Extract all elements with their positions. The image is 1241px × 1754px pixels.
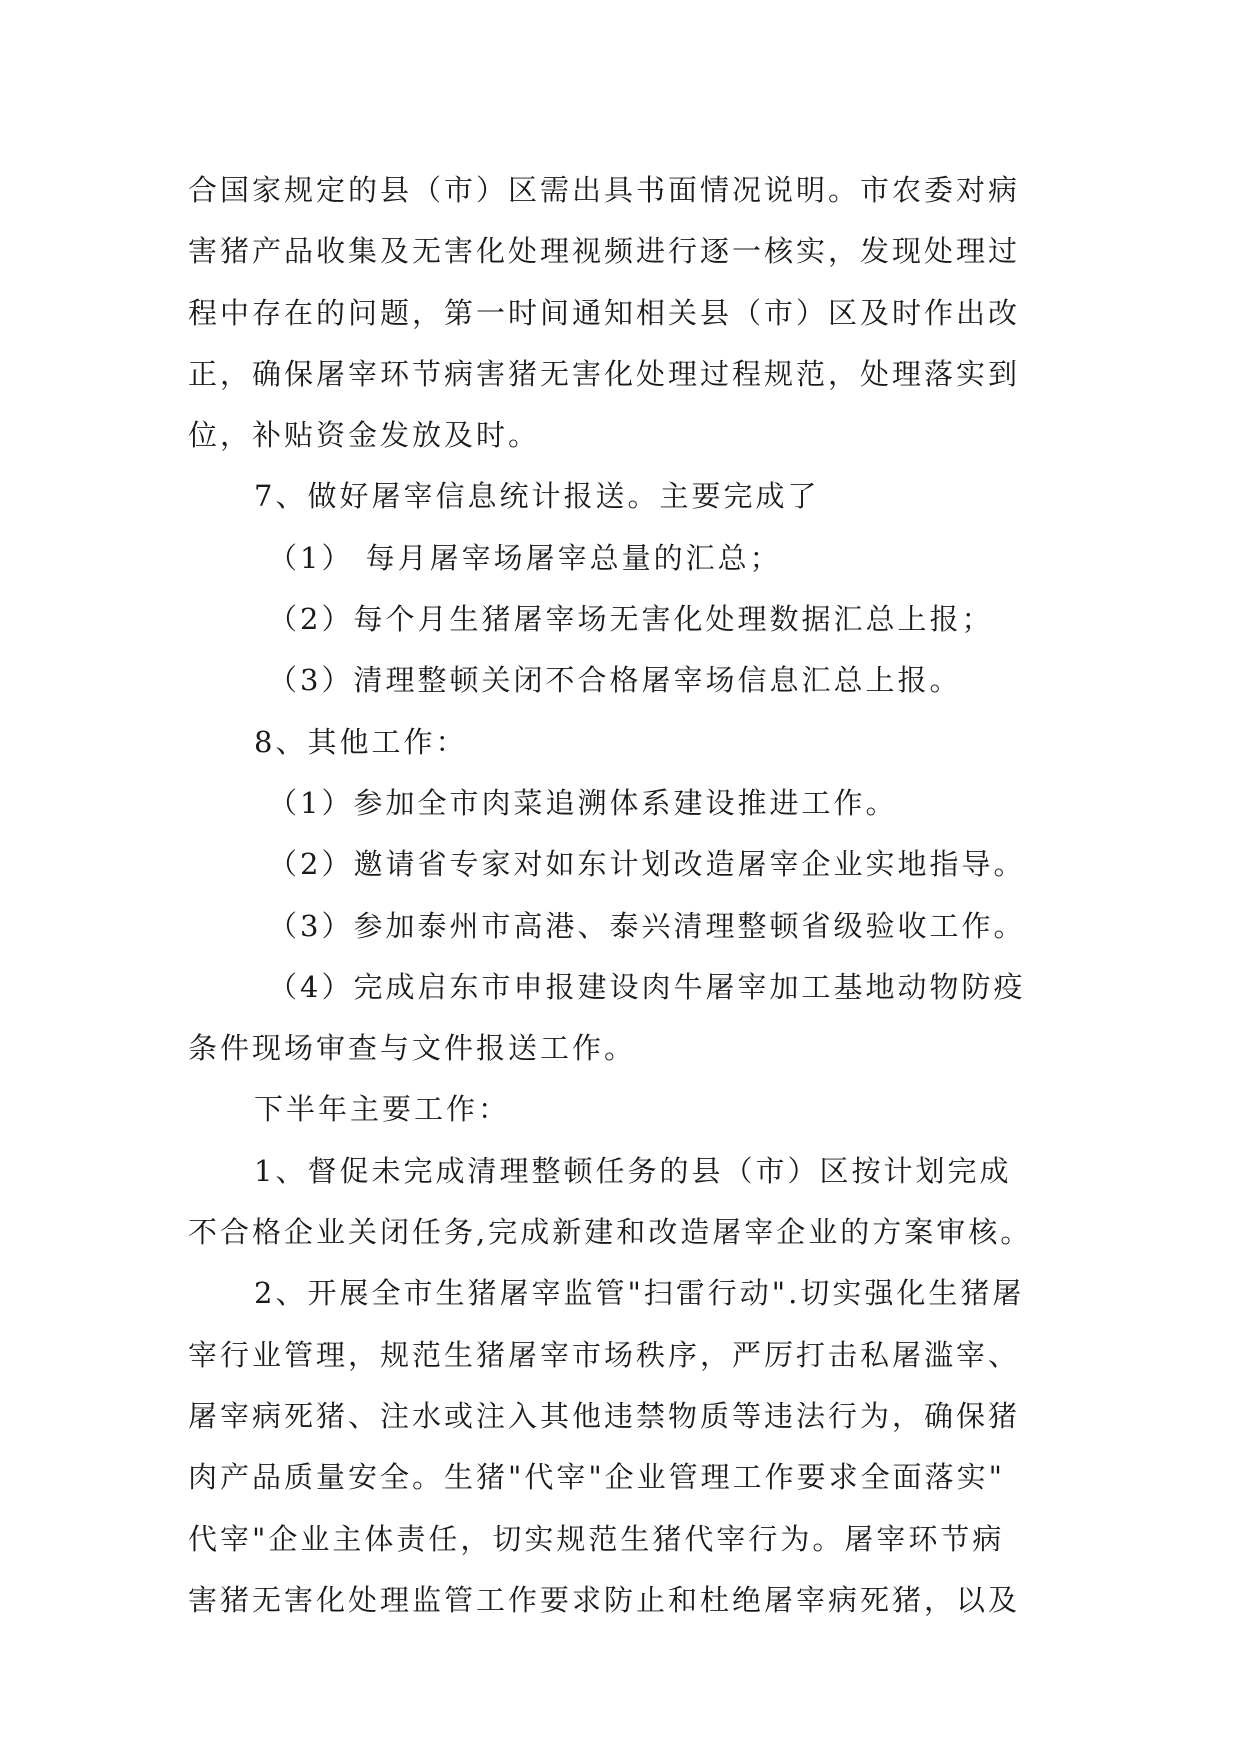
document-body bbox=[188, 160, 1058, 1631]
text-line: 7、做好屠宰信息统计报送。主要完成了 bbox=[254, 479, 820, 514]
text-line: 合国家规定的县（市）区需出具书面情况说明。市农委对病 bbox=[188, 173, 1021, 207]
text-line: 程中存在的问题，第一时间通知相关县（市）区及时作出改 bbox=[188, 295, 1021, 330]
text-line: （3）清理整顿关闭不合格屠宰场信息汇总上报。 bbox=[268, 663, 962, 698]
text-line: （4）完成启东市申报建设肉牛屠宰加工基地动物防疫 bbox=[268, 969, 1026, 1004]
text-line: 宰行业管理，规范生猪屠宰市场秩序，严厉打击私屠滥宰、 bbox=[188, 1337, 1021, 1372]
text-line: （2）邀请省专家对如东计划改造屠宰企业实地指导。 bbox=[268, 847, 1026, 882]
text-line: 条件现场审查与文件报送工作。 bbox=[188, 1031, 637, 1066]
text-line: （1）参加全市肉菜追溯体系建设推进工作。 bbox=[268, 785, 898, 820]
text-line: （1） 每月屠宰场屠宰总量的汇总； bbox=[268, 540, 782, 575]
text-line: 不合格企业关闭任务,完成新建和改造屠宰企业的方案审核。 bbox=[188, 1215, 1033, 1250]
text-line: 位，补贴资金发放及时。 bbox=[188, 418, 541, 453]
text-line: 2、开展全市生猪屠宰监管"扫雷行动".切实强化生猪屠 bbox=[254, 1276, 1025, 1311]
text-line: 害猪无害化处理监管工作要求防止和杜绝屠宰病死猪，以及 bbox=[188, 1582, 1021, 1617]
text-line: 害猪产品收集及无害化处理视频进行逐一核实，发现处理过 bbox=[188, 234, 1021, 269]
text-line: 代宰"企业主体责任，切实规范生猪代宰行为。屠宰环节病 bbox=[188, 1521, 1005, 1556]
text-line: 8、其他工作： bbox=[254, 724, 468, 759]
text-line: 屠宰病死猪、注水或注入其他违禁物质等违法行为，确保猪 bbox=[188, 1398, 1021, 1433]
text-line: 肉产品质量安全。生猪"代宰"企业管理工作要求全面落实" bbox=[188, 1460, 1006, 1495]
text-line: （3）参加泰州市高港、泰兴清理整顿省级验收工作。 bbox=[268, 908, 1026, 943]
text-line: 正，确保屠宰环节病害猪无害化处理过程规范，处理落实到 bbox=[188, 356, 1021, 391]
text-line: 1、督促未完成清理整顿任务的县（市）区按计划完成 bbox=[254, 1153, 1012, 1188]
text-line: 下半年主要工作： bbox=[254, 1092, 511, 1127]
text-line: （2）每个月生猪屠宰场无害化处理数据汇总上报； bbox=[268, 602, 994, 637]
